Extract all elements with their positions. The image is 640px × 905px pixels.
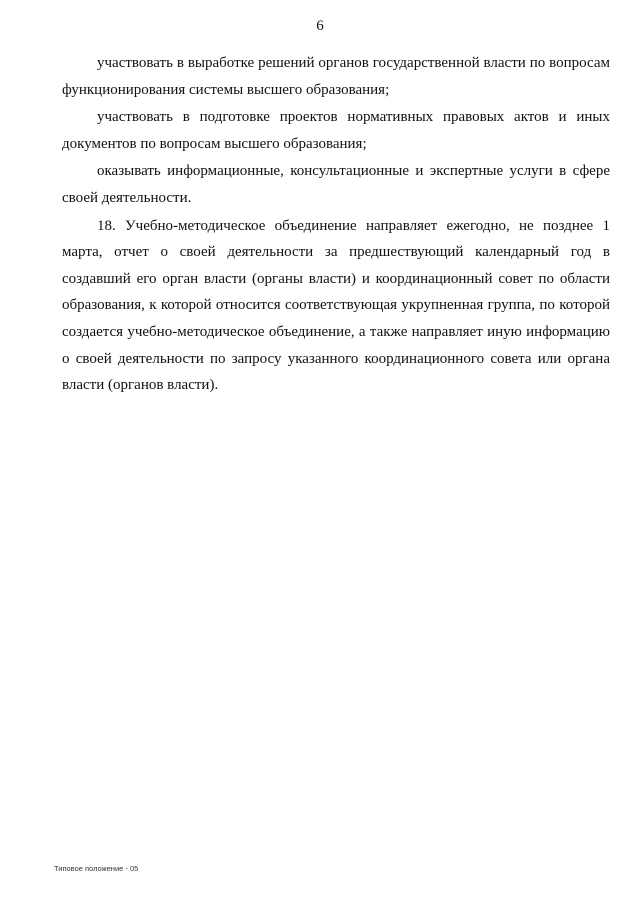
document-body — [62, 50, 610, 400]
footer-document-label: Типовое положение - 05 — [54, 864, 139, 873]
paragraph-provide-services: оказывать информационные, консультационные и экспертные услуги в сфере своей деятельности. — [62, 163, 610, 206]
paragraph-participate-drafts: участвовать в подготовке проектов нормативных правовых актов и иных документов по вопросам высшего образования; — [62, 109, 610, 152]
page-number: 6 — [316, 18, 324, 34]
paragraph-section-18: 18. Учебно-методическое объединение направляет ежегодно, не позднее 1 марта, отчет о своей деятельности за предшествующий календарный год в создавший его орган власти (органы власти) и координационный совет по области образования, к которой относится соответствующая укрупненная группа, по которой создается учебно-методическое объединение, а также направляет иную информацию о своей деятельности по запросу указанного координационного совета или органа власти (органов власти). — [62, 217, 610, 394]
paragraph-participate-decisions: участвовать в выработке решений органов государственной власти по вопросам функционирования системы высшего образования; — [62, 55, 610, 98]
